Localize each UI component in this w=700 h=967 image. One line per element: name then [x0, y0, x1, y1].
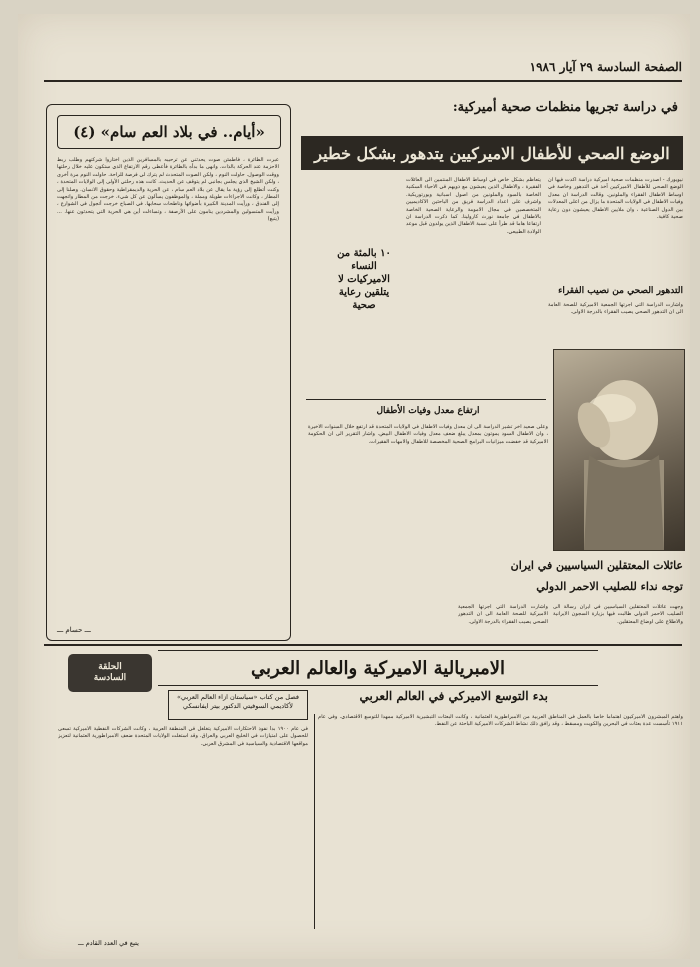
poor-health-text: واشارت الدراسة التي اجرتها الجمعية الاميركية للصحة العامة الى ان التدهور الصحي يصيب الفقراء بالدرجة الاولى. — [548, 302, 683, 316]
page-label: الصفحة السادسة ٢٩ آيار ١٩٨٦ — [529, 60, 682, 74]
serial-article-signature: ـــ حسام ـــ — [57, 626, 91, 634]
mortality-heading: ارتفاع معدل وفيات الأطفال — [376, 406, 480, 416]
health-article-main-column: يتعاظم بشكل خاص في اوساط الاطفال المنتمين الى العائلات الفقيرة ، والاطفال الذين يعيشون مع ذويهم في الاحياء السكنية الخاصة بالسود والملونين من اصول اسبانية وبورتوريكية. واشرف على اعداد الدراسة فريق من الباحثين الاكاديميين المتخصصين في مجال الامومة والرعاية الصحية الخاصة بالاطفال في جامعة نورث كارولينا. كما ذكرت الدراسة ان ارتفاعا هاما قد طرأ على نسبة الاطفال الذين يولدون قبل موعد الولادة الطبيعي. — [406, 177, 541, 235]
section-divider — [306, 399, 546, 400]
episode-badge-line1: الحلقة — [98, 662, 122, 672]
poor-health-heading: التدهور الصحي من نصيب الفقراء — [558, 286, 683, 296]
column-divider — [314, 714, 315, 929]
health-article-continued: واشارت الدراسة التي اجرتها الجمعية الاميركية للصحة العامة الى ان التدهور الصحي يصيب الفقراء بالدرجة الاولى. — [458, 604, 548, 625]
imperialism-text-left: في عام ١٩٠٠ بدأ نفوذ الاحتكارات الاميركية يتغلغل في المنطقة العربية ، وكانت الشركات النفطية الاميركية تسعى للحصول على امتيازات في الخليج العربي والعراق. وقد استغلت الولايات المتحدة ضعف الامبراطورية العثمانية لتعزيز مواقعها الاقتصادية والسياسية في المشرق العربي. — [58, 726, 308, 747]
pull-quote: ١٠ بالمئة من النساء الاميركيات لا يتلقين رعاية صحية — [337, 247, 391, 311]
imperialism-subheadline: بدء التوسع الاميركي في العالم العربي — [359, 689, 548, 703]
child-photo-illustration — [554, 350, 684, 550]
continued-note: يتبع في العدد القادم ـــ — [78, 939, 139, 947]
prisoners-text: وجهت عائلات المعتقلين السياسيين في ايران رسالة الى الصليب الاحمر الدولي طالبت فيها بزيارة السجون الايرانية والاطلاع على اوضاع المعتقلين. — [553, 604, 683, 625]
book-source-note: فصل من كتاب «سياستان ازاء العالم العربي» لأكاديمي السوفيتي الدكتور بيتر ايفانسكي — [168, 690, 308, 720]
imperialism-headline: الامبريالية الاميركية والعالم العربي — [158, 650, 598, 686]
mortality-text: وعلى صعيد اخر تشير الدراسة الى ان معدل وفيات الاطفال في الولايات المتحدة قد ارتفع خلال السنوات الاخيرة ، وان الاطفال السود يموتون بمعدل يبلغ ضعف معدل وفيات الاطفال البيض. واشار التقرير الى ان الحكومة الاميركية قد خفضت ميزانيات البرامج الصحية المخصصة للاطفال والامهات الفقيرات. — [308, 424, 548, 445]
page-header — [44, 28, 682, 82]
serial-article-body: عبرت الطائرة ، فاطمئن صوت يحدثني عن ترحيبه بالمسافرين الذين اختاروا شركتهم وطلب ربط الاحزمة عند الحركة بالذات. وانهى ما بدأه بالطائرة فأعطى رقم الارتفاع الذي ستكون عليه خلال رحلتها ووقت الوصول. حاولت النوم ، ولكن الصوت المتحدث لم يترك لي فرصة للراحة. حاولت النوم مرة أخرى ، ولكن الشيخ الذي يجلس بجانبي لم يتوقف عن الحديث. كانت هذه رحلتي الأولى إلى الولايات المتحدة ، وكنت أتطلع إلى رؤية ما يقال عن بلاد العم سام ، عن الحرية والديمقراطية وحقوق الانسان. وصلنا إلى المطار ، وكانت الاجراءات طويلة ومملة ، والموظفون يسألون عن كل شيء. خرجت من المطار واتجهت إلى الفندق ، ورأيت المدينة الكبيرة بأضوائها وناطحات سحابها. في الصباح خرجت أتجول في الشوارع ، ورأيت المتسولين والمشردين ينامون على الأرصفة ، وتساءلت أين هي الحرية التي يتحدثون عنها. ... (يتبع) — [57, 157, 279, 223]
serial-article-title: «أيام.. في بلاد العم سام» (٤) — [57, 115, 281, 149]
imperialism-text-right: واهتم المبشرون الاميركيون اهتماما خاصا بالعمل في المناطق العربية من الامبراطورية العثمانية ، وكانت البعثات التبشيرية الاميركية ممهدا للتوسع الاقتصادي. وفي عام ١٩١١ تأسست عدة بعثات في البحرين والكويت ومسقط ، وقد رافق ذلك نشاط الشركات الاميركية الباحثة عن النفط. — [318, 714, 683, 728]
episode-badge — [68, 654, 152, 692]
health-article-headline: الوضع الصحي للأطفال الاميركيين يتدهور بشكل خطير — [301, 136, 683, 170]
health-article-intro: نيويورك - اصدرت منظمات صحية اميركية دراسة اكدت فيها ان الوضع الصحي للأطفال الاميركيين آخذ في التدهور وخاصة في اوساط الاطفال الفقراء والملونين. وقالت الدراسة ان معدل وفيات الاطفال في الولايات المتحدة ما يزال من اعلى المعدلات بين الدول الصناعية ، وان ملايين الاطفال يعيشون دون رعاية صحية كافية. — [548, 177, 683, 221]
serial-article-frame — [46, 104, 291, 641]
prisoners-headline: عائلات المعتقلين السياسيين في ايران — [510, 559, 683, 572]
bottom-section-rule — [44, 644, 682, 646]
episode-badge-line2: السادسة — [93, 673, 127, 683]
health-article-kicker: في دراسة تجريها منظمات صحية أميركية: — [452, 100, 678, 115]
newspaper-page — [18, 14, 690, 959]
child-photo — [553, 349, 685, 551]
prisoners-subheadline: توجه نداء للصليب الاحمر الدولي — [536, 580, 683, 593]
